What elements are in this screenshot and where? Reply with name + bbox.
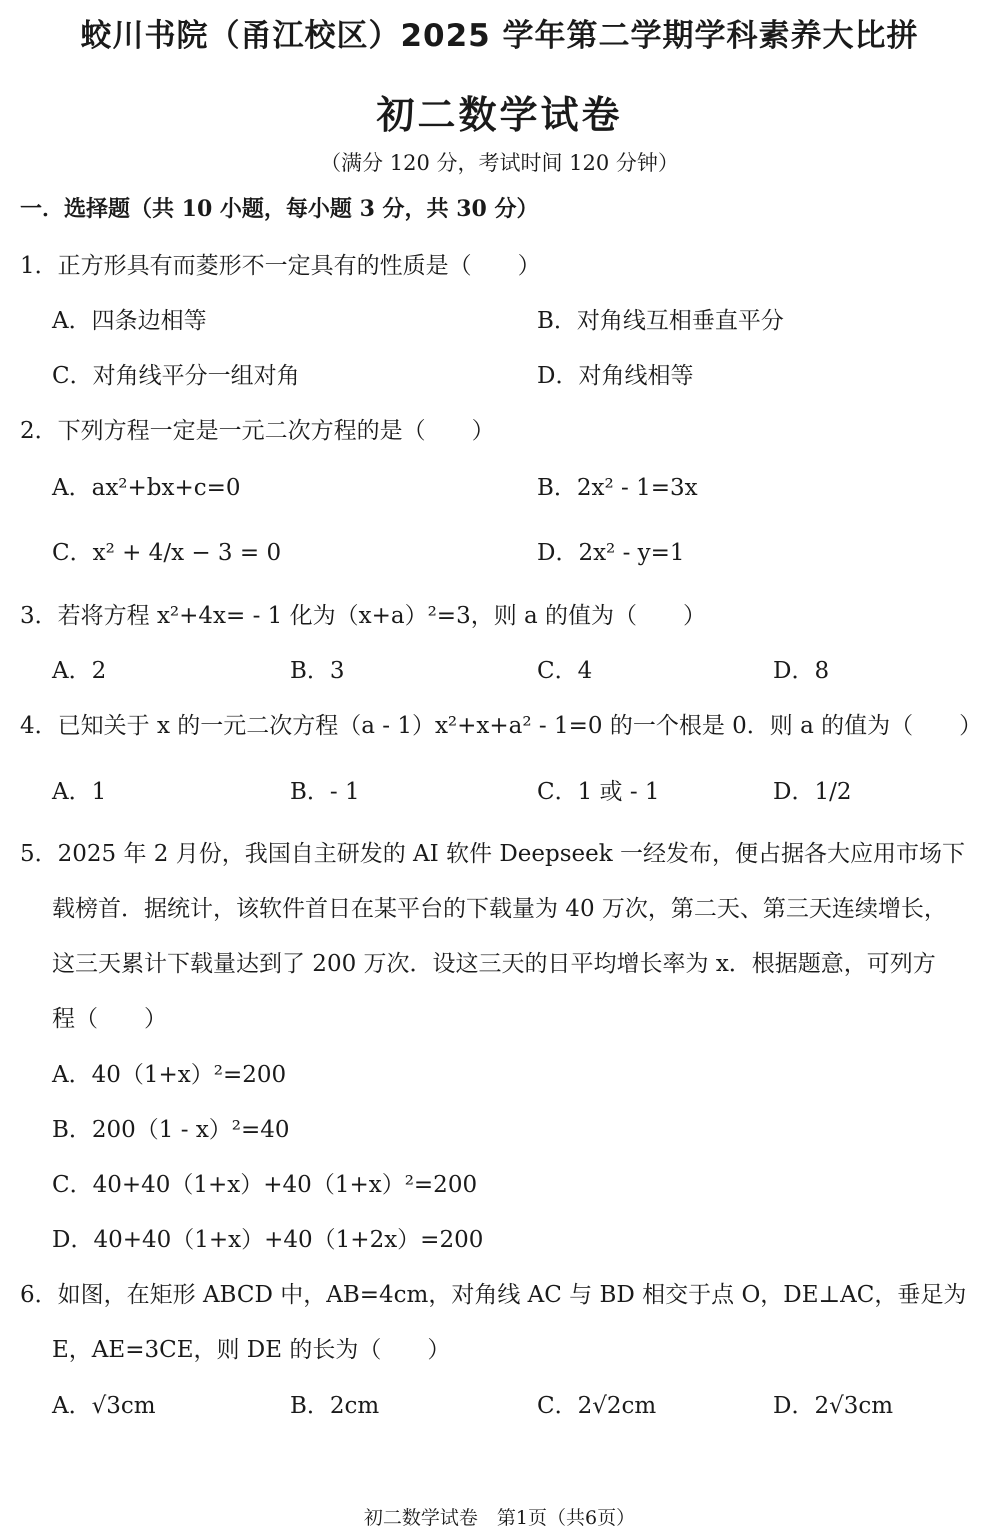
question-1-stem: 1．正方形具有而菱形不一定具有的性质是（ ） <box>20 253 541 279</box>
question-5-stem-line-1: 5．2025 年 2 月份，我国自主研发的 AI 软件 Deepseek 一经发布，便占据各大应用市场下 <box>20 841 966 867</box>
question-4-option-d: D．1/2 <box>773 779 852 805</box>
question-4-option-a: A．1 <box>52 779 107 805</box>
question-5-option-d: D．40+40（1+x）+40（1+2x）=200 <box>52 1227 484 1253</box>
question-6-option-a: A．√3cm <box>52 1393 156 1419</box>
question-1-option-a: A．四条边相等 <box>52 308 207 334</box>
question-3-option-b: B．3 <box>290 658 345 684</box>
question-2-option-c: C．x² + 4/x − 3 = 0 <box>52 540 282 566</box>
question-4-option-c: C．1 或 - 1 <box>537 779 660 805</box>
question-1-option-c: C．对角线平分一组对角 <box>52 363 300 389</box>
exam-subject-title: 初二数学试卷 <box>376 93 623 137</box>
exam-info: （满分 120 分，考试时间 120 分钟） <box>320 151 679 175</box>
question-3-option-d: D．8 <box>773 658 830 684</box>
question-3-stem: 3．若将方程 x²+4x= - 1 化为（x+a）²=3，则 a 的值为（ ） <box>20 603 707 629</box>
question-5-stem-line-3: 这三天累计下载量达到了 200 万次．设这三天的日平均增长率为 x．根据题意，可列方 <box>52 951 936 977</box>
question-1-option-d: D．对角线相等 <box>537 363 694 389</box>
question-2-stem: 2．下列方程一定是一元二次方程的是（ ） <box>20 418 495 444</box>
question-5-option-c: C．40+40（1+x）+40（1+x）²=200 <box>52 1172 478 1198</box>
question-3-option-c: C．4 <box>537 658 593 684</box>
question-2-option-a: A．ax²+bx+c=0 <box>52 475 241 501</box>
exam-title: 蛟川书院（甬江校区）2025 学年第二学期学科素养大比拼 <box>80 18 919 54</box>
question-1-option-b: B．对角线互相垂直平分 <box>537 308 784 334</box>
question-6-stem-line-1: 6．如图，在矩形 ABCD 中，AB=4cm，对角线 AC 与 BD 相交于点 O，DE⊥AC，垂足为 <box>20 1282 967 1308</box>
question-5-stem-line-2: 载榜首．据统计，该软件首日在某平台的下载量为 40 万次，第二天、第三天连续增长， <box>52 896 947 922</box>
question-5-option-b: B．200（1 - x）²=40 <box>52 1117 290 1143</box>
question-6-option-d: D．2√3cm <box>773 1393 894 1419</box>
question-6-option-c: C．2√2cm <box>537 1393 657 1419</box>
question-4-stem: 4．已知关于 x 的一元二次方程（a - 1）x²+x+a² - 1=0 的一个根是 0．则 a 的值为（ ） <box>20 713 983 739</box>
question-4-option-b: B．- 1 <box>290 779 360 805</box>
question-6-stem-line-2: E，AE=3CE，则 DE 的长为（ ） <box>52 1337 451 1363</box>
question-6-option-b: B．2cm <box>290 1393 380 1419</box>
section-heading: 一．选择题（共 10 小题，每小题 3 分，共 30 分） <box>20 196 539 222</box>
question-3-option-a: A．2 <box>52 658 107 684</box>
page-footer: 初二数学试卷 第1页（共6页） <box>363 1507 636 1529</box>
question-2-option-d: D．2x² - y=1 <box>537 540 685 566</box>
question-2-option-b: B．2x² - 1=3x <box>537 475 698 501</box>
question-5-option-a: A．40（1+x）²=200 <box>52 1062 287 1088</box>
question-5-stem-line-4: 程（ ） <box>52 1006 167 1032</box>
